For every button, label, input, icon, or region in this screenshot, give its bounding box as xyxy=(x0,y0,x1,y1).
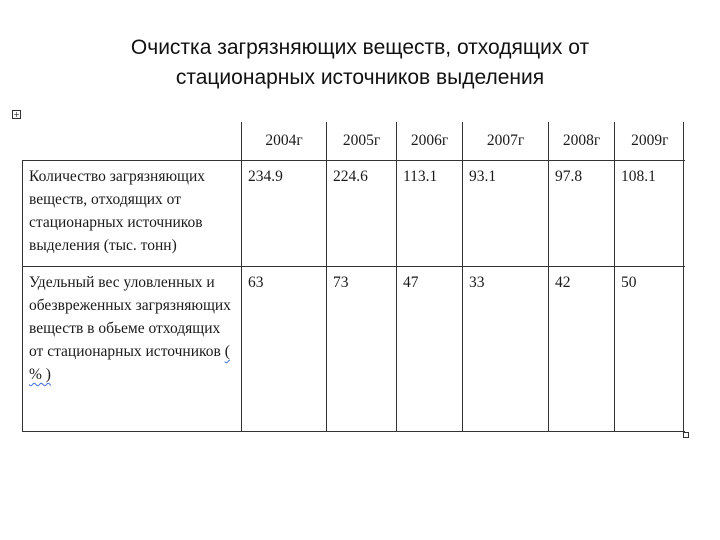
value-cell[interactable]: 42 xyxy=(549,267,615,432)
value-cell[interactable]: 108.1 xyxy=(615,160,685,267)
slide-title-line-2: стационарных источников выделения xyxy=(175,66,545,89)
value-cell[interactable]: 63 xyxy=(242,267,327,432)
value-cell[interactable]: 234.9 xyxy=(242,160,327,267)
header-year-2006[interactable]: 2006г xyxy=(397,122,463,160)
row-label-main: Удельный вес уловленных и обезвреженных загрязняющих веществ в обьеме отходящих от стационарных источников xyxy=(29,274,231,361)
table-resize-handle-icon[interactable] xyxy=(683,432,689,438)
value-cell[interactable]: 93.1 xyxy=(463,160,549,267)
value-cell[interactable]: 97.8 xyxy=(549,160,615,267)
spellcheck-underline-close: % ) xyxy=(29,366,51,384)
header-year-2004[interactable]: 2004г xyxy=(242,122,327,160)
value-cell[interactable]: 73 xyxy=(327,267,397,432)
value-cell[interactable]: 50 xyxy=(615,267,685,432)
row-label-cell[interactable]: Количество загрязняющих веществ, отходящих от стационарных источников выделения (тыс. тонн) xyxy=(23,160,242,267)
row-label-cell[interactable] xyxy=(23,267,242,432)
value-cell[interactable]: 224.6 xyxy=(327,160,397,267)
data-table xyxy=(22,122,685,432)
table-row xyxy=(23,267,685,432)
value-cell[interactable]: 33 xyxy=(463,267,549,432)
table-move-handle-icon[interactable]: + xyxy=(13,110,20,119)
value-cell[interactable]: 47 xyxy=(397,267,463,432)
header-year-2007[interactable]: 2007г xyxy=(463,122,549,160)
header-row xyxy=(23,122,685,160)
slide-title-line-1: Очистка загрязняющих веществ, отходящих от xyxy=(130,36,590,59)
table-row xyxy=(23,160,685,267)
data-table-container xyxy=(22,122,684,432)
slide-title xyxy=(0,33,720,93)
value-cell[interactable]: 113.1 xyxy=(397,160,463,267)
header-empty-cell[interactable] xyxy=(23,122,242,160)
header-year-2008[interactable]: 2008г xyxy=(549,122,615,160)
table-right-border xyxy=(683,122,684,432)
header-year-2005[interactable]: 2005г xyxy=(327,122,397,160)
spellcheck-underline-open: ( xyxy=(224,343,230,361)
header-year-2009[interactable]: 2009г xyxy=(615,122,685,160)
